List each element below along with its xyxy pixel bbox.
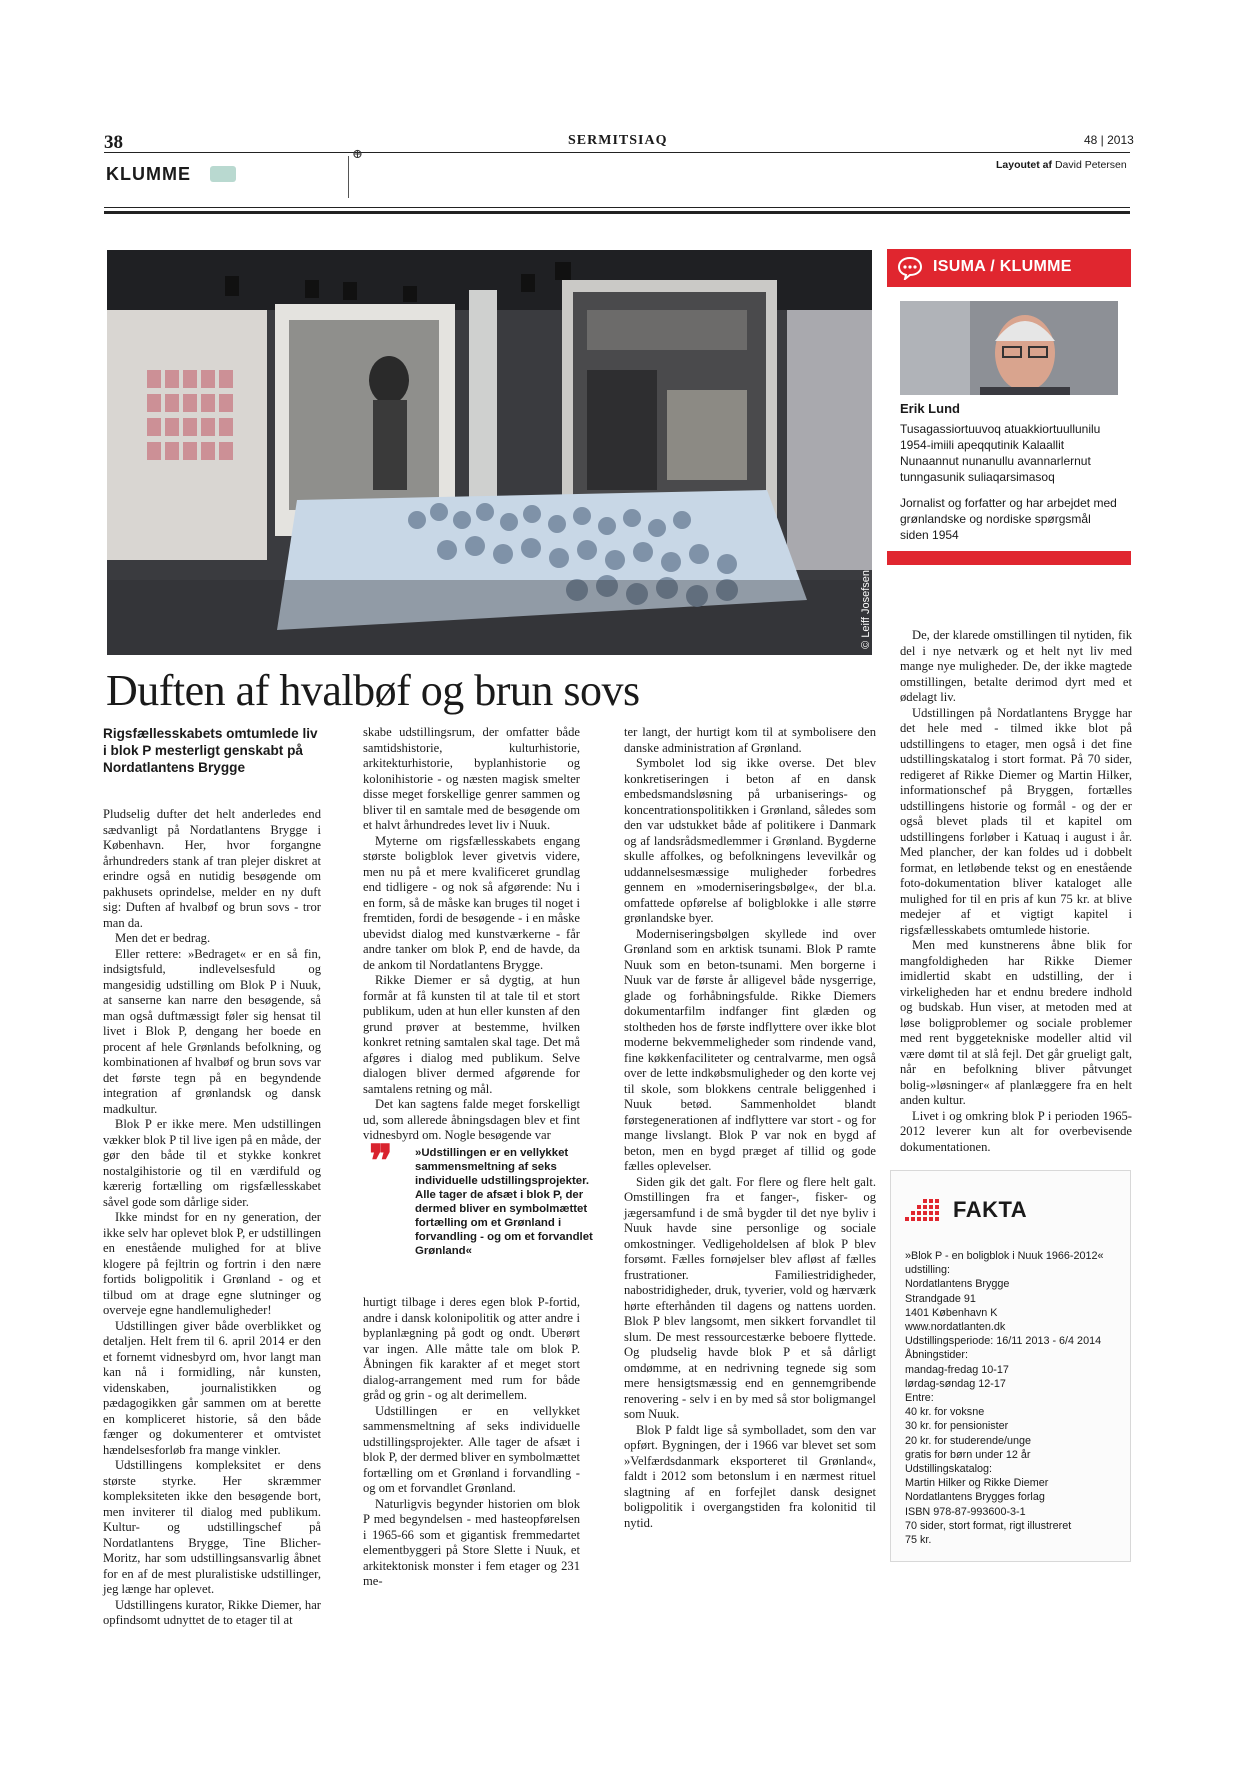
layout-name: David Petersen [1054, 159, 1127, 171]
paragraph: Udstillingen giver både overblikket og detaljen. Helt frem til 6. april 2014 er den et fornemt vidnesbyrd om, hvor langt man kan nå i formidling, når kunsten, videnskaben, journalistikken og pædagogikken går sammen om at berette en kompliceret historie, så den både fænger og dokumenterer et omtvistet hændelsesforløb fra mange vinkler. [103, 1318, 321, 1457]
fact-line: udstilling: [905, 1264, 951, 1277]
columnist-box-footer-bar [887, 551, 1131, 565]
header-rule-thin [104, 207, 1130, 208]
columnist-name: Erik Lund [900, 401, 960, 416]
exhibition-photo-illustration [107, 250, 872, 655]
paragraph: Men det er bedrag. [115, 931, 211, 945]
paragraph: hurtigt tilbage i deres egen blok P-fortid, andre i dansk kolonipolitik og atter andre i byplanlægning på godt og ondt. Uberørt var ingen. Alle måtte tale om blok P. Åbningen fik karakter af et meget stort dialog-arrangement med rum for både gråd og grin - og alt derimellem. [363, 1295, 580, 1402]
fact-line: Udstillingskatalog: [905, 1463, 993, 1476]
fact-line: Entre: [905, 1392, 934, 1405]
columnist-portrait [900, 301, 1118, 395]
speech-bubble-icon [210, 166, 236, 182]
paragraph: Det kan sagtens falde meget forskelligt ud, som allerede åbningsdagen blev et fint vidnesbyrd om. Nogle besøgende var [363, 1097, 580, 1142]
paragraph: Livet i og omkring blok P i perioden 1965-2012 leverer kun alt for overbevisende dokumentationen. [900, 1108, 1132, 1154]
fact-line: mandag-fredag 10-17 [905, 1363, 1009, 1376]
fact-line: 30 kr. for pensionister [905, 1420, 1009, 1433]
fact-line: ISBN 978-87-993600-3-1 [905, 1505, 1026, 1518]
paragraph: Blok P er ikke mere. Men udstillingen vækker blok P til live igen på en måde, der gør den både til et stykke konkret nostalgihistorie og til en værdifuld og kærerig fortælling om rigsfællesskabet såvel gode som dårlige sider. [103, 1117, 321, 1209]
paragraph: skabe udstillingsrum, der omfatter både samtidshistorie, kulturhistorie, arkitekturhistorie, byplanhistorie og kolonihistorie - og næsten magisk smelter disse meget forskellige genrer sammen og bliver til en samtale med de besøgende om et halvt århundredes levet liv i Nuuk. [363, 725, 580, 832]
newspaper-name: SERMITSIAQ [568, 133, 668, 148]
paragraph: Udstillingens kompleksitet er dens største styrke. Her skræmmer kompleksiteten ikke den besøgende bort, men inviterer til dialog med publikum. Kultur- og udstillingschef på Nordatlantens Brygge, Tine Blicher-Moritz, har som udstillingsansvarlig åbnet for en af de mest pluralistiske udstillinger, jeg længe har oplevet. [103, 1458, 321, 1596]
article-lead: Rigsfællesskabets omtumlede liv i blok P mesterligt genskabt på Nordatlantens Brygge [103, 726, 318, 775]
quote-mark-icon: ❞ [369, 1137, 393, 1186]
paragraph: Siden gik det galt. For flere og flere helt galt. Omstillingen fra et fanger-, fisker- og jægersamfund i de små bygder til det nye byliv i Nuuk havde sine personlige og sociale omkostninger. Vedligeholdelsen af blok P blev forsømt. Fælles fornøjelser blev afløst af fælles frustrationer. Familiestridigheder, nabostridigheder, druk, tyverier, vold og hærværk hørte efterhånden til dagens og nattens uorden. Blok P blev langsomt, men sikkert forvandlet til slum. De mest ressourcestærke beboere flyttede. Og pludselig havde blok P et så dårligt omdømme, at en nedrivning tegnede sig som mere hensigtsmæssig end en gennemgribende renovering - selv i en by med så stor boligmangel som Nuuk. [624, 1174, 876, 1421]
article-column-1 [103, 725, 321, 1629]
paragraph: Eller rettere: »Bedraget« er en så fin, indsigtsfuld, indlevelsesfuld og mangesidig udstilling om Blok P i Nuuk, at sanserne kan narre den besøgende, så man også duftmæssigt føler sig hensat til livet i Blok P, dengang her boede en procent af hele Grønlands befolkning, og kombinationen af hvalbøf og brun sovs var det første tegn på en begyndende integration af grønlandsk og dansk madkultur. [103, 946, 321, 1116]
header-rule [104, 152, 1130, 153]
article-headline: Duften af hvalbøf og brun sovs [106, 666, 640, 715]
fact-line: Udstillingsperiode: 16/11 2013 - 6/4 2014 [905, 1335, 1102, 1348]
fact-line: Martin Hilker og Rikke Diemer [905, 1477, 1049, 1490]
fact-line: Nordatlantens Brygge [905, 1278, 1010, 1291]
paragraph: Naturligvis begynder historien om blok P med begyndelsen - med hasteopførelsen i 1965-66 som et gigantisk fremmedartet elementbyggeri på Store Slette i Nuuk, et arkitektonisk monster i fem etager og 231 me- [363, 1496, 580, 1588]
paragraph: Udstillingen er en vellykket sammensmeltning af seks individuelle udstillingsprojekter. Alle tager de afsæt i blok P, der dermed bliver en symbolmættet fortælling om et Grønland i forvandling - og om et forvandlet Grønland. [363, 1403, 580, 1495]
columnist-bio-greenlandic: Tusagassiortuuvoq atuakkiortuullunilu 1954-imiili apeqqutinik Kalaallit Nunaannut nunanullu avannarlernut tunngasunik suliaqarsimasoq [900, 422, 1101, 484]
paragraph: Myterne om rigsfællesskabets engang største boligblok lever givetvis videre, men nu på et mere kvalificeret grundlag end tidligere - og nok så afgørende: Nu i en form, så de måske kan bruges til noget i fremtiden, fordi de besøgende - i en måske ubevidst dialog med kunstværkerne - får andre tanker om blok P, end de havde, da de ankom til Nordatlantens Brygge. [363, 833, 580, 972]
fact-line: lørdag-søndag 12-17 [905, 1377, 1006, 1390]
paragraph: Pludselig dufter det helt anderledes end sædvanligt på Nordatlantens Brygge i København. Her, hvor forgangne århundreders stank af tran plejer diskret at erindre også en nutidig besøgende om pakhusets oprindelse, melder en ny duft sig: Duften af hvalbøf og brun sovs - tror man da. [103, 807, 321, 930]
fact-line: Åbningstider: [905, 1349, 969, 1362]
fact-line: gratis for børn under 12 år [905, 1448, 1031, 1461]
paragraph: Blok P faldt lige så symbolladet, som den var opført. Bygningen, der i 1966 var blevet set som »Velfærdsdanmark eksporteret til Grønland«, faldt i 2012 som betonslum i en nærmest rituel slagtning af en forfejlet dansk designet boligpolitik i overgangstiden fra kolonitid til nytid. [624, 1422, 876, 1530]
fact-line: »Blok P - en boligblok i Nuuk 1966-2012« [905, 1250, 1104, 1262]
photo-credit: © Leiff Josefsen [860, 570, 872, 649]
paragraph: ter langt, der hurtigt kom til at symbolisere den danske administration af Grønland. [624, 725, 876, 755]
columnist-portrait-illustration [900, 301, 1118, 395]
article-column-3 [624, 725, 876, 1531]
paragraph: Men med kunstnerens åbne blik for mangfoldigheden har Rikke Diemer imidlertid skabt en udstilling, der i virkeligheden har et endnu bredere indhold og budskab. Hun viser, at metoden med at løse boligproblemer og sociale problemer med rent byggetekniske modeller altid vil være dømt til at slå fejl. Det går grueligt galt, når en befolkning bliver påtvunget bolig-»løsninger« af planlæggere fra en helt anden kultur. [900, 938, 1132, 1107]
fact-line: www.nordatlanten.dk [905, 1321, 1006, 1334]
fact-box-title: FAKTA [953, 1197, 1028, 1222]
article-column-2-continued [363, 1295, 580, 1590]
columnist-box-header [887, 249, 1131, 287]
speech-bubble-icon [897, 256, 923, 280]
layout-label: Layoutet af [996, 159, 1053, 171]
paragraph: Symbolet lod sig ikke overse. Det blev konkretiseringen i beton af en dansk embedsmandsløsning på urbaniserings- og koncentrationspolitikken i Grønland, således som den var udstukket både af politikere i Danmark og af landsrådsmedlemmer i Grønland. Bygderne skulle affolkes, og befolkningens levevilkår og uddannelsesmæssige muligheder forbedres gennem en »moderniseringsbølge«, der bl.a. omfattede opførelse af boligblokke i alle større grønlandske byer. [624, 756, 876, 925]
fact-line: 1401 København K [905, 1306, 998, 1319]
exhibition-photo [107, 250, 872, 655]
fact-line: Strandgade 91 [905, 1292, 976, 1305]
paragraph: Ikke mindst for en ny generation, der ikke selv har oplevet blok P, er udstillingen en enestående mulighed for at blive klogere på fejltrin og fortrin i den nære fortids boligpolitik i Grønland - og et tilbud om at drage egne slutninger og overveje egne handlemuligheder! [103, 1210, 321, 1317]
columnist-box [887, 249, 1131, 565]
paragraph: Udstillingen på Nordatlantens Brygge har det hele med - tilmed ikke blot på udstillingens to etager, men også i det fine udstillingskatalog i stort format. På 70 sider, redigeret af Rikke Diemer og Martin Hilker, informationschef på Bryggen, fortælles udstillingens historie og formål - og der er også blevet plads til et kapitel om udstillingens forløber i Katuaq i august i år. Med plancher, der kan foldes ud i dobbelt format, en letløbende tekst og en enestående foto-dokumentation bliver kataloget alle mulighed for til en pris af kun 75 kr. at blive medejer af et vigtigt kapitel i rigsfællesskabets omtumlede historie. [900, 705, 1132, 937]
zoom-icon: ⊕ [352, 146, 363, 161]
paragraph: Udstillingens kurator, Rikke Diemer, har opfindsomt udnyttet de to etager til at [103, 1597, 321, 1627]
fact-line: Nordatlantens Brygges forlag [905, 1491, 1045, 1504]
fact-line: 20 kr. for studerende/unge [905, 1434, 1032, 1447]
fact-box [890, 1170, 1131, 1562]
paragraph: De, der klarede omstillingen til nytiden, fik del i nye netværk og et helt nyt liv med mange nye muligheder. De, der ikke magtede omstillingen, betalte derimod dyrt med et ødelagt liv. [900, 628, 1132, 704]
fact-line: 70 sider, stort format, rigt illustreret [905, 1519, 1072, 1532]
paragraph: Moderniseringsbølgen skyllede ind over Grønland som en arktisk tsunami. Blok P ramte Nuuk som en beton-tsunami. Men borgerne i Nuuk var de første år alligevel både nysgerrige, glade og forhåbningsfulde. Rikke Diemers dokumentarfilm indfanger fint glæden og stoltheden hos de første indflyttere over ikke blot moderne bekvemmeligheder som rindende vand, fine køkkenfaciliteter og centralvarme, men også over de lette indkøbsmuligheder og den korte vej til skole, som blokkens centrale beliggenhed i Nuuk betød. Sammenholdet blandt førstegenerationen af indflyttere var stort - og for mange livslangt. Blok P var nok en bygd af beton, men en bygd præget af tillid og gode fælles oplevelser. [624, 926, 876, 1173]
header-rule-thick [104, 211, 1130, 214]
columnist-box-title: ISUMA / KLUMME [933, 258, 1072, 275]
section-label: KLUMME [106, 164, 191, 184]
columnist-bio-danish: Jornalist og forfatter og har arbejdet med grønlandske og nordiske spørgsmål siden 1954 [900, 496, 1117, 542]
fact-box-body [905, 1249, 1123, 1547]
layout-credit [996, 159, 1127, 171]
article-column-4 [900, 628, 1132, 1155]
article-column-2 [363, 725, 580, 1144]
pull-quote [369, 1137, 603, 1258]
paragraph: Rikke Diemer er så dygtig, at hun formår at få kunsten til at tale til et stort publikum, uden at hun eller kunsten af den grund prøver at bestemme, hvilken konkret retning samtalen skal tage. Det må afgøres i dialog med publikum. Selve dialogen bliver dermed afgørende for samtalens retning og mål. [363, 973, 580, 1096]
pull-quote-text: »Udstillingen er en vellykket sammensmeltning af seks individuelle udstillingsprojekter. Alle tager de afsæt i blok P, der dermed bliver en symbolmættet fortælling om et Grønland i forvandling - og om et forvandlet Grønland« [415, 1147, 593, 1257]
header-divider [348, 156, 349, 198]
fact-line: 75 kr. [905, 1534, 932, 1547]
page-number: 38 [104, 132, 123, 153]
issue-number: 48 | 2013 [1084, 133, 1134, 147]
fact-icon [905, 1195, 941, 1225]
fact-line: 40 kr. for voksne [905, 1406, 985, 1419]
